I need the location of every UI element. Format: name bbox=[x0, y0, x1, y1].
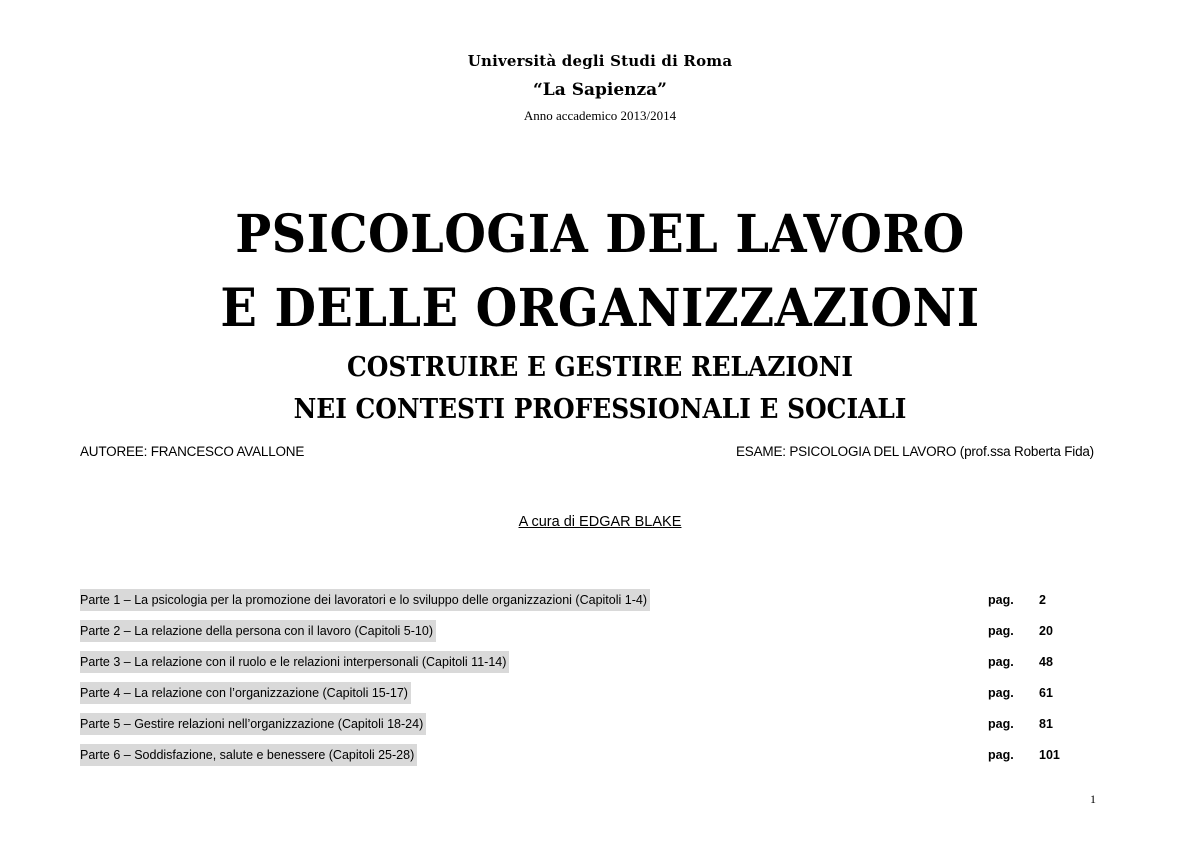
toc-pag-label: pag. bbox=[988, 593, 1014, 607]
toc-pag-label: pag. bbox=[988, 624, 1014, 638]
toc-row bbox=[80, 620, 1120, 642]
academic-year: Anno accademico 2013/2014 bbox=[523, 108, 677, 123]
toc-row bbox=[80, 682, 1120, 704]
toc-row bbox=[80, 651, 1120, 673]
curator-line bbox=[0, 514, 1200, 530]
toc-label: Parte 3 – La relazione con il ruolo e le relazioni interpersonali (Capitoli 11-14) bbox=[80, 651, 509, 673]
toc-label: Parte 2 – La relazione della persona con il lavoro (Capitoli 5-10) bbox=[80, 620, 436, 642]
curator-prefix: A cura di bbox=[518, 514, 580, 530]
toc-label: Parte 1 – La psicologia per la promozione dei lavoratori e lo sviluppo delle organizzazioni (Capitoli 1-4) bbox=[80, 589, 650, 611]
curator-name: EDGAR BLAKE bbox=[579, 514, 682, 530]
toc-label: Parte 6 – Soddisfazione, salute e benessere (Capitoli 25-28) bbox=[80, 744, 417, 766]
page-number: 1 bbox=[1090, 792, 1096, 806]
university-subtitle: “La Sapienza” bbox=[533, 80, 667, 100]
toc-page-number: 81 bbox=[1039, 717, 1053, 731]
toc-page-number: 61 bbox=[1039, 686, 1053, 700]
exam-line: ESAME: PSICOLOGIA DEL LAVORO (prof.ssa Roberta Fida) bbox=[736, 444, 1094, 459]
document-title-line-2: E DELLE ORGANIZZAZIONI bbox=[220, 278, 980, 339]
toc-pag-label: pag. bbox=[988, 686, 1014, 700]
toc-row bbox=[80, 589, 1120, 611]
toc-page-number: 20 bbox=[1039, 624, 1053, 638]
toc-row bbox=[80, 744, 1120, 766]
toc-page-number: 48 bbox=[1039, 655, 1053, 669]
toc-pag-label: pag. bbox=[988, 655, 1014, 669]
toc-label: Parte 5 – Gestire relazioni nell’organizzazione (Capitoli 18-24) bbox=[80, 713, 426, 735]
toc-label: Parte 4 – La relazione con l’organizzazione (Capitoli 15-17) bbox=[80, 682, 411, 704]
toc-pag-label: pag. bbox=[988, 717, 1014, 731]
toc-pag-label: pag. bbox=[988, 748, 1014, 762]
toc-page-number: 101 bbox=[1039, 748, 1060, 762]
university-name: Università degli Studi di Roma bbox=[467, 52, 733, 70]
document-subtitle-line-2: NEI CONTESTI PROFESSIONALI E SOCIALI bbox=[293, 394, 907, 425]
toc-row bbox=[80, 713, 1120, 735]
document-subtitle-line-1: COSTRUIRE E GESTIRE RELAZIONI bbox=[346, 352, 853, 383]
toc-page-number: 2 bbox=[1039, 593, 1046, 607]
document-title-line-1: PSICOLOGIA DEL LAVORO bbox=[235, 204, 965, 265]
author-line: AUTOREE: FRANCESCO AVALLONE bbox=[80, 444, 305, 459]
